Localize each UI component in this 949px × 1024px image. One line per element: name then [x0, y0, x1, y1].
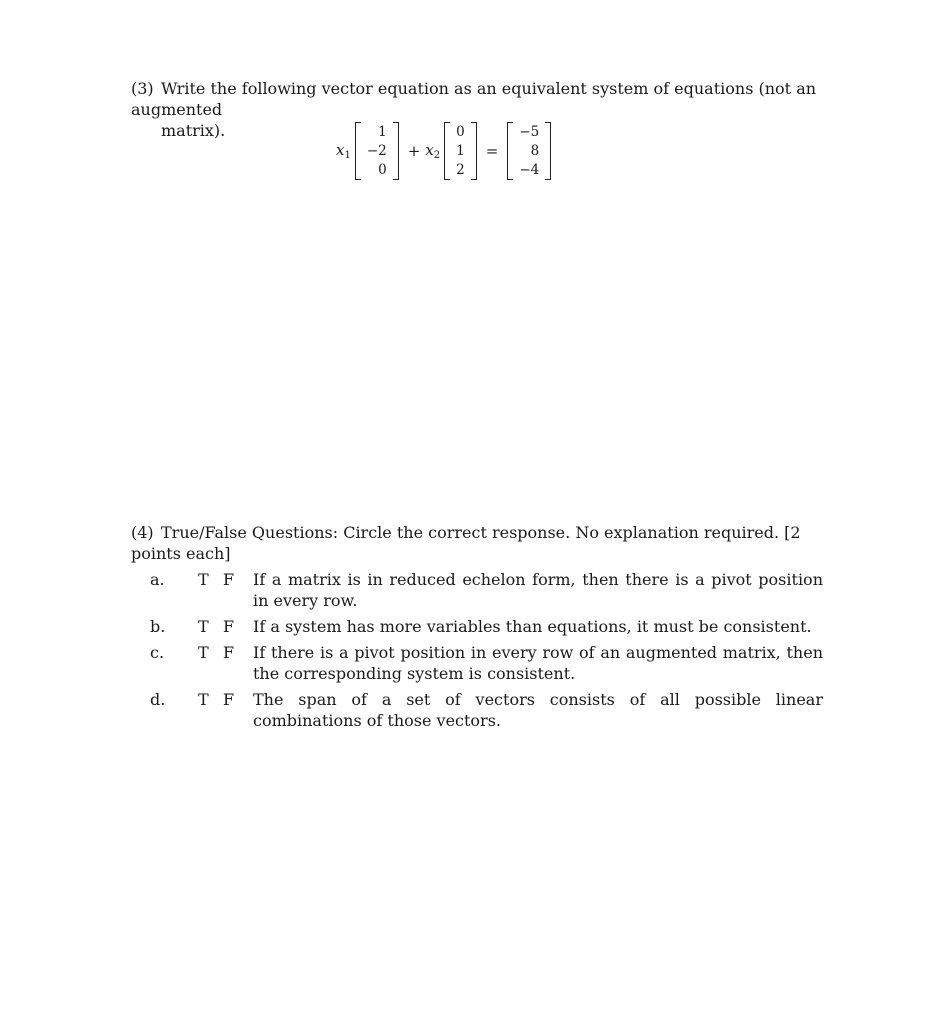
right-bracket: [545, 122, 551, 180]
vector-entry: 8: [530, 142, 540, 159]
vector-entry: 0: [456, 123, 465, 140]
vector-entry: 2: [456, 161, 465, 178]
list-item: [131, 642, 851, 684]
vector-entry: −5: [519, 123, 540, 140]
vector-entry: −4: [519, 161, 540, 178]
vector-entry: 0: [378, 161, 387, 178]
plus-sign: +: [407, 142, 421, 160]
list-item: [131, 569, 851, 611]
vector-entry: 1: [378, 123, 387, 140]
true-choice[interactable]: T: [198, 570, 209, 589]
list-item: [131, 616, 851, 637]
variable-x1: $x_1$: [336, 141, 351, 161]
right-bracket: [471, 122, 477, 180]
vector-entry: −2: [366, 142, 387, 159]
item-letter: a.: [150, 570, 165, 589]
right-bracket: [393, 122, 399, 180]
vector-2: [444, 122, 477, 180]
item-letter: d.: [150, 690, 166, 709]
equals-sign: =: [485, 142, 499, 160]
question-text-continued: matrix).: [161, 121, 226, 140]
question-number: (3): [131, 79, 154, 98]
statement-text: If a system has more variables than equations, it must be consistent.: [253, 617, 812, 636]
true-choice[interactable]: T: [198, 617, 209, 636]
question-number: (4): [131, 523, 154, 542]
question-text: Write the following vector equation as an equivalent system of equations (not an augmented: [131, 79, 817, 119]
item-letter: c.: [150, 643, 165, 662]
statement-text: The span of a set of vectors consists of all possible linear combinations of those vectors.: [253, 690, 823, 730]
false-choice[interactable]: F: [223, 570, 235, 589]
vector-1: [355, 122, 399, 180]
item-letter: b.: [150, 617, 166, 636]
question-text: True/False Questions: Circle the correct response. No explanation required. [2 points each]: [131, 523, 801, 563]
false-choice[interactable]: F: [223, 643, 235, 662]
question-4: [131, 522, 851, 736]
false-choice[interactable]: F: [223, 690, 235, 709]
true-choice[interactable]: T: [198, 643, 209, 662]
true-choice[interactable]: T: [198, 690, 209, 709]
variable-x2: $x_2$: [425, 141, 441, 161]
true-false-list: [131, 569, 851, 731]
statement-text: If there is a pivot position in every row of an augmented matrix, then the corresponding system is consistent.: [253, 643, 823, 683]
vector-entry: 1: [456, 142, 465, 159]
vector-3: [507, 122, 551, 180]
false-choice[interactable]: F: [223, 617, 235, 636]
statement-text: If a matrix is in reduced echelon form, then there is a pivot position in every row.: [253, 570, 823, 610]
list-item: [131, 689, 851, 731]
vector-equation: [336, 120, 555, 182]
